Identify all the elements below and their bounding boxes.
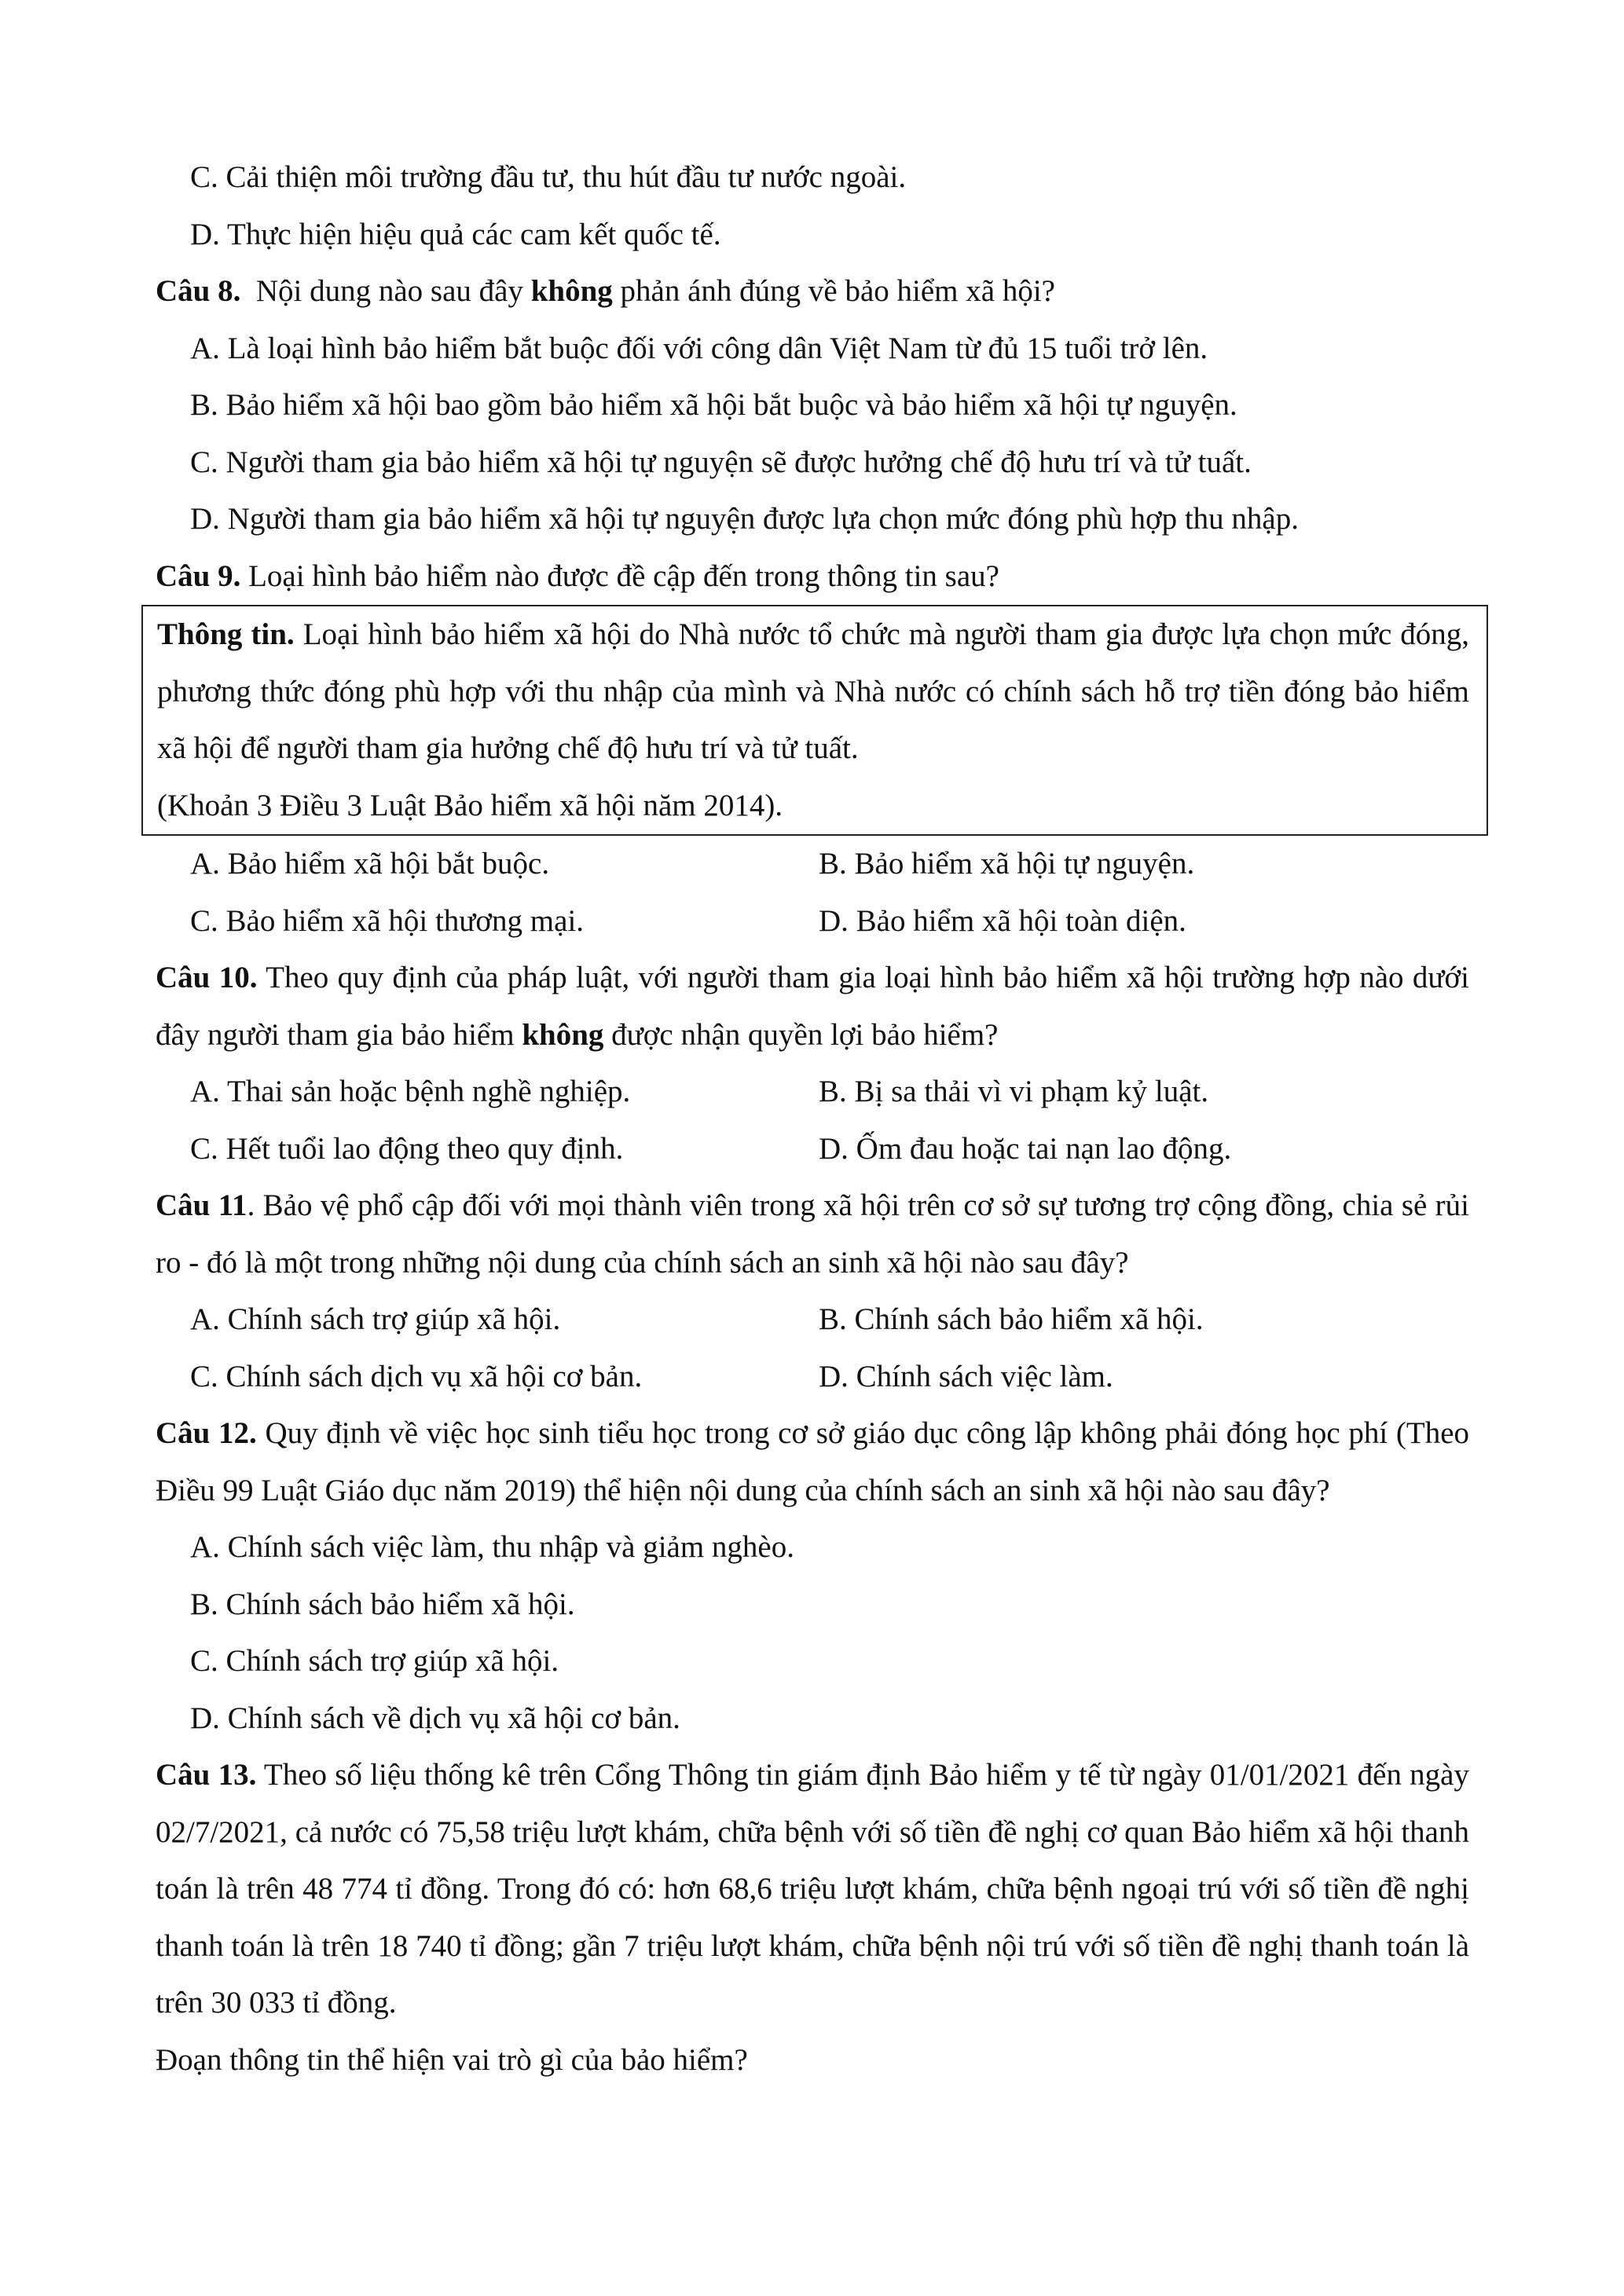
- q8-option-b: B. Bảo hiểm xã hội bao gồm bảo hiểm xã hội bắt buộc và bảo hiểm xã hội tự nguyện.: [190, 388, 1237, 422]
- q12-label: Câu 12.: [156, 1416, 257, 1450]
- q11-option-d: D. Chính sách việc làm.: [819, 1359, 1113, 1393]
- q10-option-a: A. Thai sản hoặc bệnh nghề nghiệp.: [190, 1075, 631, 1108]
- q10-label: Câu 10.: [156, 961, 258, 994]
- q10-options-row-1: [156, 1064, 1469, 1121]
- q9-info-label: Thông tin.: [157, 617, 295, 651]
- q13-label: Câu 13.: [156, 1758, 257, 1792]
- q13-question: Đoạn thông tin thể hiện vai trò gì của bảo hiểm?: [156, 2042, 748, 2077]
- q8-label: Câu 8.: [156, 274, 241, 308]
- q9-option-d: D. Bảo hiểm xã hội toàn diện.: [819, 903, 1186, 938]
- q9-options-row-1: [156, 836, 1469, 893]
- q10-text-after: được nhận quyền lợi bảo hiểm?: [611, 1017, 999, 1052]
- q9-option-a: A. Bảo hiểm xã hội bắt buộc.: [190, 847, 550, 881]
- q8-stem: [156, 263, 1469, 320]
- q11-options-row-2: [156, 1349, 1469, 1406]
- q10-text-before: Theo quy định của pháp luật, với người tham gia loại hình bảo hiểm xã hội trường hợp nào dưới đây người tham gia bảo hiểm: [156, 961, 1470, 1052]
- q11-option-a: A. Chính sách trợ giúp xã hội.: [190, 1302, 561, 1336]
- q11-stem: [156, 1177, 1469, 1291]
- q8-text-after: phản ánh đúng về bảo hiểm xã hội?: [620, 274, 1055, 308]
- q9-info-paragraph: [157, 606, 1469, 778]
- q12-stem: [156, 1405, 1469, 1519]
- q11-option-b: B. Chính sách bảo hiểm xã hội.: [819, 1302, 1204, 1336]
- q9-info-box: [141, 605, 1488, 836]
- q10-option-d: D. Ốm đau hoặc tai nạn lao động.: [819, 1131, 1232, 1166]
- q9-options-row-2: [156, 893, 1469, 950]
- q9-option-b: B. Bảo hiểm xã hội tự nguyện.: [819, 847, 1195, 881]
- q9-info-source: (Khoản 3 Điều 3 Luật Bảo hiểm xã hội năm 2014).: [157, 788, 783, 822]
- q11-label: Câu 11: [156, 1188, 247, 1222]
- q10-options-row-2: [156, 1121, 1469, 1178]
- q11-options-row-1: [156, 1291, 1469, 1349]
- q8-option-a: A. Là loại hình bảo hiểm bắt buộc đối với công dân Việt Nam từ đủ 15 tuổi trở lên.: [190, 331, 1208, 365]
- q10-option-b: B. Bị sa thải vì vi phạm kỷ luật.: [819, 1075, 1209, 1108]
- q8-bold-word: không: [530, 274, 613, 308]
- q12-option-a: A. Chính sách việc làm, thu nhập và giảm nghèo.: [190, 1530, 794, 1564]
- q13-stem: [156, 1747, 1469, 2032]
- q10-bold-word: không: [522, 1017, 604, 1052]
- q9-text: Loại hình bảo hiểm nào được đề cập đến trong thông tin sau?: [248, 558, 999, 593]
- q10-stem: [156, 950, 1469, 1064]
- q7-option-d: D. Thực hiện hiệu quả các cam kết quốc tế.: [190, 217, 721, 251]
- q9-label: Câu 9.: [156, 558, 241, 593]
- q9-info-text: Loại hình bảo hiểm xã hội do Nhà nước tổ chức mà người tham gia được lựa chọn mức đóng, phương thức đóng phù hợp với thu nhập của mình và Nhà nước có chính sách hỗ trợ tiền đóng bảo hiểm xã hội để người tham gia hưởng chế độ hưu trí và tử tuất.: [157, 617, 1470, 765]
- q11-text: . Bảo vệ phổ cập đối với mọi thành viên trong xã hội trên cơ sở sự tương trợ cộng đồng, chia sẻ rủi ro - đó là một trong những nội dung của chính sách an sinh xã hội nào sau đây?: [156, 1188, 1470, 1280]
- q12-text: Quy định về việc học sinh tiểu học trong cơ sở giáo dục công lập không phải đóng học phí (Theo Điều 99 Luật Giáo dục năm 2019) thể hiện nội dung của chính sách an sinh xã hội nào sau đây?: [156, 1416, 1470, 1507]
- q12-option-b: B. Chính sách bảo hiểm xã hội.: [190, 1587, 575, 1621]
- document-content: [156, 149, 1469, 2089]
- q9-stem: [156, 548, 1469, 606]
- q11-option-c: C. Chính sách dịch vụ xã hội cơ bản.: [190, 1359, 643, 1393]
- q12-option-c: C. Chính sách trợ giúp xã hội.: [190, 1644, 559, 1678]
- q10-option-c: C. Hết tuổi lao động theo quy định.: [190, 1131, 624, 1166]
- q8-option-d: D. Người tham gia bảo hiểm xã hội tự nguyện được lựa chọn mức đóng phù hợp thu nhập.: [190, 502, 1299, 536]
- q7-option-c: C. Cải thiện môi trường đầu tư, thu hút đầu tư nước ngoài.: [190, 160, 907, 194]
- q8-option-c: C. Người tham gia bảo hiểm xã hội tự nguyện sẽ được hưởng chế độ hưu trí và tử tuất.: [190, 445, 1252, 479]
- q13-text: Theo số liệu thống kê trên Cổng Thông tin giám định Bảo hiểm y tế từ ngày 01/01/2021 đến ngày 02/7/2021, cả nước có 75,58 triệu lượt khám, chữa bệnh với số tiền đề nghị cơ quan Bảo hiểm xã hội thanh toán là trên 48 774 tỉ đồng. Trong đó có: hơn 68,6 triệu lượt khám, chữa bệnh ngoại trú với số tiền đề nghị thanh toán là trên 18 740 tỉ đồng; gần 7 triệu lượt khám, chữa bệnh nội trú với số tiền đề nghị thanh toán là trên 30 033 tỉ đồng.: [156, 1758, 1469, 2020]
- q12-option-d: D. Chính sách về dịch vụ xã hội cơ bản.: [190, 1701, 680, 1735]
- q8-text-before: Nội dung nào sau đây: [255, 274, 523, 308]
- q9-option-c: C. Bảo hiểm xã hội thương mại.: [190, 903, 585, 938]
